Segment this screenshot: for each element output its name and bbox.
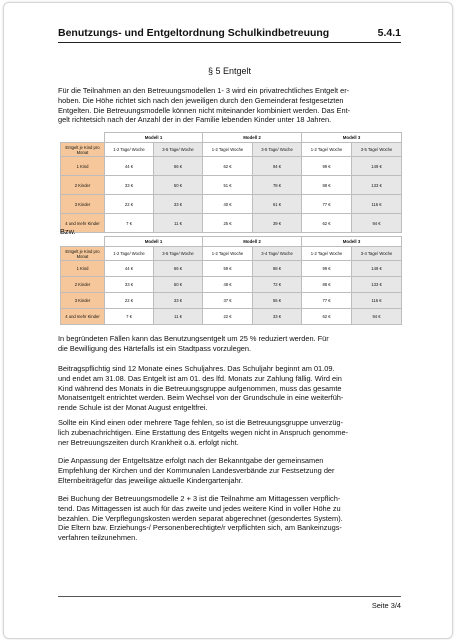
table-subheader-row xyxy=(61,247,402,261)
column-header: 3-4 Tage/ Woche xyxy=(253,247,302,261)
fee-cell: 88 € xyxy=(253,261,302,277)
fee-cell: 94 € xyxy=(352,309,402,325)
row-label: 1 Kind xyxy=(61,261,105,277)
document-title: Benutzungs- und Entgeltordnung Schulkindbetreuung xyxy=(58,27,330,39)
row-header-label: Entgelt je Kind pro Monat xyxy=(61,247,105,261)
table-subheader-row xyxy=(61,143,402,157)
column-header: 1-2 Tage/ Woche xyxy=(302,247,352,261)
text-line: Die Anpassung der Entgeltsätze erfolgt nach der Bekanntgabe der gemeinsamen xyxy=(58,456,324,465)
table-model-row xyxy=(61,133,402,143)
fee-cell: 62 € xyxy=(302,309,352,325)
fee-cell: 22 € xyxy=(105,195,154,214)
table-row xyxy=(61,176,402,195)
fee-cell: 94 € xyxy=(352,214,402,233)
column-header: 1-2 Tage/ Woche xyxy=(302,143,352,157)
row-header-label: Entgelt je Kind pro Monat xyxy=(61,143,105,157)
model-header: Modell 3 xyxy=(302,237,402,247)
fee-cell: 39 € xyxy=(253,214,302,233)
row-label: 2 Kinder xyxy=(61,176,105,195)
text-line: die Bewilligung des Härtefalls ist ein Stadtpass vorzulegen. xyxy=(58,343,252,353)
model-header: Modell 2 xyxy=(203,133,302,143)
fee-cell: 50 € xyxy=(154,176,203,195)
header-rule xyxy=(58,42,401,43)
table-row xyxy=(61,195,402,214)
table-row xyxy=(61,293,402,309)
text-line: lich zubenachrichtigen. Eine Erstattung des Entgelts wegen nicht in Anspruch genomme- xyxy=(58,427,349,437)
text-line: Für die Teilnahmen an den Betreuungsmodellen 1- 3 wird ein privatrechtliches Entgelt er- xyxy=(58,86,350,95)
model-header: Modell 3 xyxy=(302,133,402,143)
fee-cell: 116 € xyxy=(352,293,402,309)
fee-cell: 33 € xyxy=(105,176,154,195)
column-header: 1-2 Tage/ Woche xyxy=(203,247,253,261)
fee-cell: 133 € xyxy=(352,277,402,293)
text-line: verfahren teilzunehmen. xyxy=(58,533,138,543)
text-line: Sollte ein Kind einen oder mehrere Tage fehlen, so ist die Betreuungsgruppe unverzüg- xyxy=(58,418,343,427)
row-label: 1 Kind xyxy=(61,157,105,176)
text-line: bezahlen. Die Verpflegungskosten werden separat abgerechnet (gesondertes System). xyxy=(58,513,343,523)
row-label: 2 Kinder xyxy=(61,277,105,293)
fee-cell: 33 € xyxy=(154,195,203,214)
column-header: 3-5 Tage/ Woche xyxy=(154,143,203,157)
row-label: 4 und mehr Kinder xyxy=(61,309,105,325)
text-line: rende Schule ist der Monat August entgeltfrei. xyxy=(58,403,208,413)
fee-cell: 48 € xyxy=(203,277,253,293)
text-line: Monatsentgelt entrichtet werden. Beim Wechsel von der Grundschule in eine weiterfüh- xyxy=(58,393,344,403)
model-header: Modell 1 xyxy=(105,237,203,247)
fee-table-1 xyxy=(60,132,402,233)
section-title: § 5 Entgelt xyxy=(207,66,252,76)
column-header: 1-2 Tage/ Woche xyxy=(203,143,253,157)
fee-table-2 xyxy=(60,236,402,325)
text-line: und endet am 31.08. Das Entgelt ist am 01. des lfd. Monats zur Zahlung fällig. Wird ein xyxy=(58,373,342,383)
table-corner xyxy=(61,133,105,143)
fee-cell: 33 € xyxy=(253,309,302,325)
fee-cell: 22 € xyxy=(105,293,154,309)
fee-cell: 7 € xyxy=(105,214,154,233)
fee-cell: 33 € xyxy=(154,293,203,309)
fee-cell: 25 € xyxy=(203,214,253,233)
paragraph-absence xyxy=(58,418,401,447)
fee-cell: 37 € xyxy=(203,293,253,309)
fee-cell: 94 € xyxy=(253,157,302,176)
paragraph-lunch xyxy=(58,494,401,543)
fee-cell: 59 € xyxy=(203,261,253,277)
fee-cell: 72 € xyxy=(253,277,302,293)
text-line: gelt richtetsich nach der Anzahl der in der Familie lebenden Kinder unter 18 Jahren. xyxy=(58,115,332,125)
text-line: Beitragspflichtig sind 12 Monate eines Schuljahres. Das Schuljahr beginnt am 01.09. xyxy=(58,364,335,373)
page-header xyxy=(58,27,401,39)
fee-cell: 116 € xyxy=(352,195,402,214)
footer-rule xyxy=(58,596,401,597)
table-row xyxy=(61,309,402,325)
table-model-row xyxy=(61,237,402,247)
text-line: Elternbeiträgefür das jeweilige aktuelle Kindergartenjahr. xyxy=(58,475,243,485)
fee-cell: 88 € xyxy=(302,176,352,195)
paragraph-hardship xyxy=(58,334,401,354)
text-line: Bei Buchung der Betreuungsmodelle 2 + 3 ist die Teilnahme am Mittagessen verpflich- xyxy=(58,494,341,503)
fee-cell: 149 € xyxy=(352,261,402,277)
fee-cell: 78 € xyxy=(253,176,302,195)
fee-cell: 7 € xyxy=(105,309,154,325)
intro-paragraph xyxy=(58,86,401,125)
column-header: 1-2 Tage/ Woche xyxy=(105,247,154,261)
text-line: ner Betreuungszeiten durch Krankheit o.ä. erfolgt nicht. xyxy=(58,437,239,447)
fee-cell: 33 € xyxy=(105,277,154,293)
fee-cell: 61 € xyxy=(253,195,302,214)
fee-cell: 99 € xyxy=(302,157,352,176)
text-line: In begründeten Fällen kann das Benutzungsentgelt um 25 % reduziert werden. Für xyxy=(58,334,329,343)
paragraph-schoolyear xyxy=(58,364,401,413)
column-header: 3-4 Tage/ Woche xyxy=(352,247,402,261)
table-row xyxy=(61,157,402,176)
fee-cell: 11 € xyxy=(154,309,203,325)
text-line: Empfehlung der Kirchen und der Kommunalen Landesverbände zur Festsetzung der xyxy=(58,465,335,475)
text-line: hoben. Die Höhe richtet sich nach den jeweiligen durch den Gemeinderat festgesetzten xyxy=(58,95,344,105)
fee-cell: 62 € xyxy=(302,214,352,233)
row-label: 3 Kinder xyxy=(61,195,105,214)
row-label: 3 Kinder xyxy=(61,293,105,309)
fee-cell: 44 € xyxy=(105,261,154,277)
fee-cell: 88 € xyxy=(302,277,352,293)
paragraph-adjustment xyxy=(58,456,401,485)
text-line: Die Eltern bzw. Erziehungs-/ Personenberechtigte/r verpflichten sich, am Bankeinzugs- xyxy=(58,523,342,533)
fee-cell: 77 € xyxy=(302,293,352,309)
column-header: 3-5 Tage/ Woche xyxy=(154,247,203,261)
fee-cell: 66 € xyxy=(154,157,203,176)
column-header: 3-5 Tage/ Woche xyxy=(352,143,402,157)
row-label: 4 und mehr Kinder xyxy=(61,214,105,233)
model-header: Modell 2 xyxy=(203,237,302,247)
fee-cell: 51 € xyxy=(203,176,253,195)
fee-cell: 40 € xyxy=(203,195,253,214)
fee-cell: 149 € xyxy=(352,157,402,176)
fee-cell: 77 € xyxy=(302,195,352,214)
fee-cell: 62 € xyxy=(203,157,253,176)
column-header: 3-5 Tage/ Woche xyxy=(253,143,302,157)
fee-cell: 99 € xyxy=(302,261,352,277)
fee-cell: 55 € xyxy=(253,293,302,309)
fee-cell: 11 € xyxy=(154,214,203,233)
fee-cell: 133 € xyxy=(352,176,402,195)
alternative-label: Bzw. xyxy=(60,227,76,236)
fee-cell: 66 € xyxy=(154,261,203,277)
page-number: Seite 3/4 xyxy=(371,601,401,610)
text-line: Entgelten. Die Betreuungsmodelle können nicht miteinander kombiniert werden. Das Ent- xyxy=(58,105,351,115)
table-row xyxy=(61,261,402,277)
model-header: Modell 1 xyxy=(105,133,203,143)
table-row xyxy=(61,277,402,293)
table-row xyxy=(61,214,402,233)
table-corner xyxy=(61,237,105,247)
fee-cell: 22 € xyxy=(203,309,253,325)
fee-cell: 44 € xyxy=(105,157,154,176)
fee-cell: 50 € xyxy=(154,277,203,293)
column-header: 1-2 Tage/ Woche xyxy=(105,143,154,157)
section-number: 5.4.1 xyxy=(377,27,401,39)
text-line: tend. Das Mittagessen ist auch für das zweite und jedes weitere Kind in voller Höhe zu xyxy=(58,503,341,513)
text-line: Kind während des Monats in die Betreuungsgruppe aufgenommen, muss das gesamte xyxy=(58,383,342,393)
